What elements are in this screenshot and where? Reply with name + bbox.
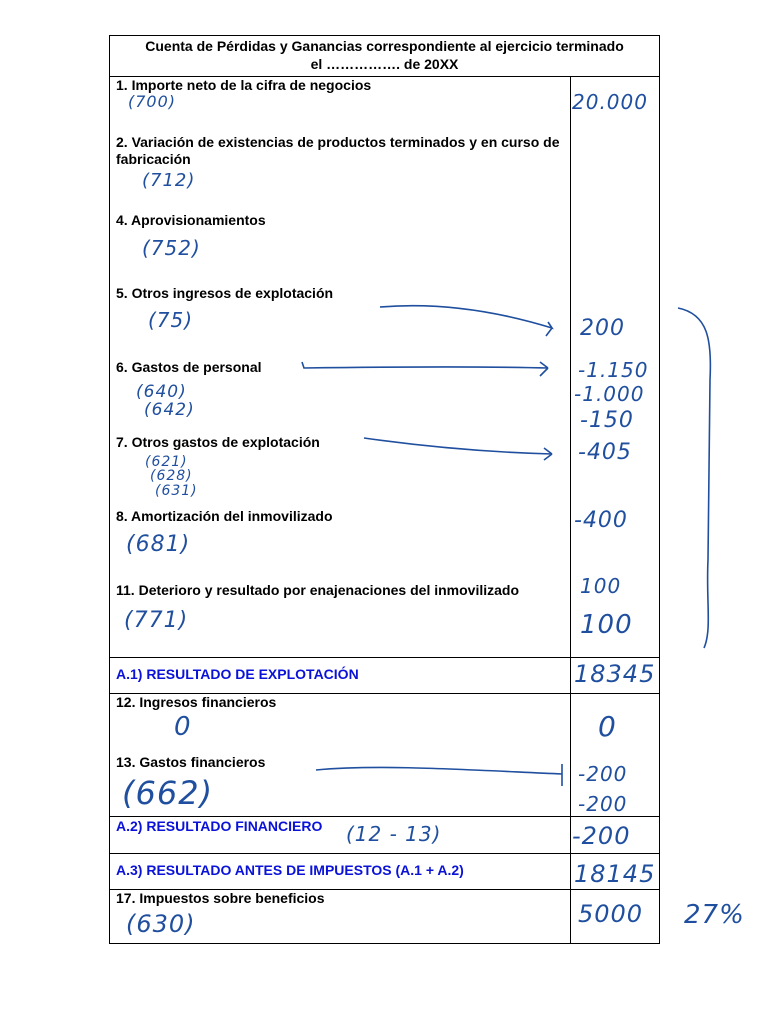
- row-label-11: 11. Deterioro y resultado por enajenaciones del inmovilizado: [116, 582, 520, 598]
- statement-title: [110, 36, 659, 77]
- handwritten-code: (621): [145, 454, 188, 470]
- row-label-13: 13. Gastos financieros: [116, 754, 266, 770]
- handwritten-code: (700): [128, 92, 177, 111]
- handwritten-amount: -1.000: [574, 382, 645, 406]
- title-line-2: el ……………. de 20XX: [310, 56, 459, 72]
- row-label-a3: A.3) RESULTADO ANTES DE IMPUESTOS (A.1 + A.2): [116, 862, 464, 878]
- handwritten-code: (662): [122, 774, 214, 812]
- handwritten-amount: -200: [572, 822, 631, 850]
- handwritten-amount: -150: [580, 408, 634, 433]
- summation-brace: [678, 308, 710, 648]
- handwritten-amount: 100: [580, 574, 622, 598]
- handwritten-amount: -405: [578, 440, 632, 465]
- handwritten-amount: 200: [580, 316, 625, 341]
- row-label-a2: A.2) RESULTADO FINANCIERO: [116, 818, 323, 834]
- row-divider: [110, 657, 659, 658]
- handwritten-code: (75): [148, 308, 194, 332]
- handwritten-code: (631): [155, 483, 198, 499]
- row-label-4: 4. Aprovisionamientos: [116, 212, 266, 228]
- handwritten-amount: 18345: [574, 660, 656, 688]
- handwritten-amount: -200: [578, 792, 628, 816]
- handwritten-code: (642): [144, 400, 195, 420]
- row-label-7: 7. Otros gastos de explotación: [116, 434, 320, 450]
- handwritten-amount: -400: [574, 508, 628, 533]
- handwritten-amount: 100: [580, 610, 633, 640]
- column-divider: [570, 77, 571, 944]
- row-label-8: 8. Amortización del inmovilizado: [116, 508, 333, 524]
- handwritten-code: (628): [150, 468, 193, 484]
- handwritten-code: 0: [174, 712, 192, 742]
- handwritten-code: (752): [142, 236, 201, 260]
- handwritten-code: (771): [124, 608, 189, 633]
- handwritten-amount: -200: [578, 762, 628, 786]
- handwritten-amount: 0: [598, 710, 617, 743]
- row-label-17: 17. Impuestos sobre beneficios: [116, 890, 325, 906]
- handwritten-amount: 5000: [578, 900, 644, 928]
- row-divider: [110, 853, 659, 854]
- handwritten-note: (12 - 13): [346, 822, 442, 846]
- handwritten-code: (681): [126, 532, 191, 557]
- handwritten-tax-rate: 27%: [684, 900, 745, 930]
- row-label-12: 12. Ingresos financieros: [116, 694, 277, 710]
- handwritten-amount: 18145: [574, 860, 656, 888]
- row-label-2: 2. Variación de existencias de productos terminados y en curso de fabricación: [116, 134, 560, 167]
- row-label-6: 6. Gastos de personal: [116, 359, 262, 375]
- row-label-5: 5. Otros ingresos de explotación: [116, 285, 334, 301]
- title-line-1: Cuenta de Pérdidas y Ganancias correspondiente al ejercicio terminado: [145, 38, 624, 54]
- row-divider: [110, 816, 659, 817]
- row-label-a1: A.1) RESULTADO DE EXPLOTACIÓN: [116, 666, 359, 682]
- handwritten-code: (630): [126, 910, 196, 938]
- handwritten-amount: -1.150: [578, 358, 649, 382]
- handwritten-code: (712): [142, 170, 196, 191]
- row-label-1: 1. Importe neto de la cifra de negocios: [116, 77, 372, 93]
- handwritten-amount: 20.000: [572, 90, 648, 114]
- handwritten-code: (640): [136, 382, 187, 402]
